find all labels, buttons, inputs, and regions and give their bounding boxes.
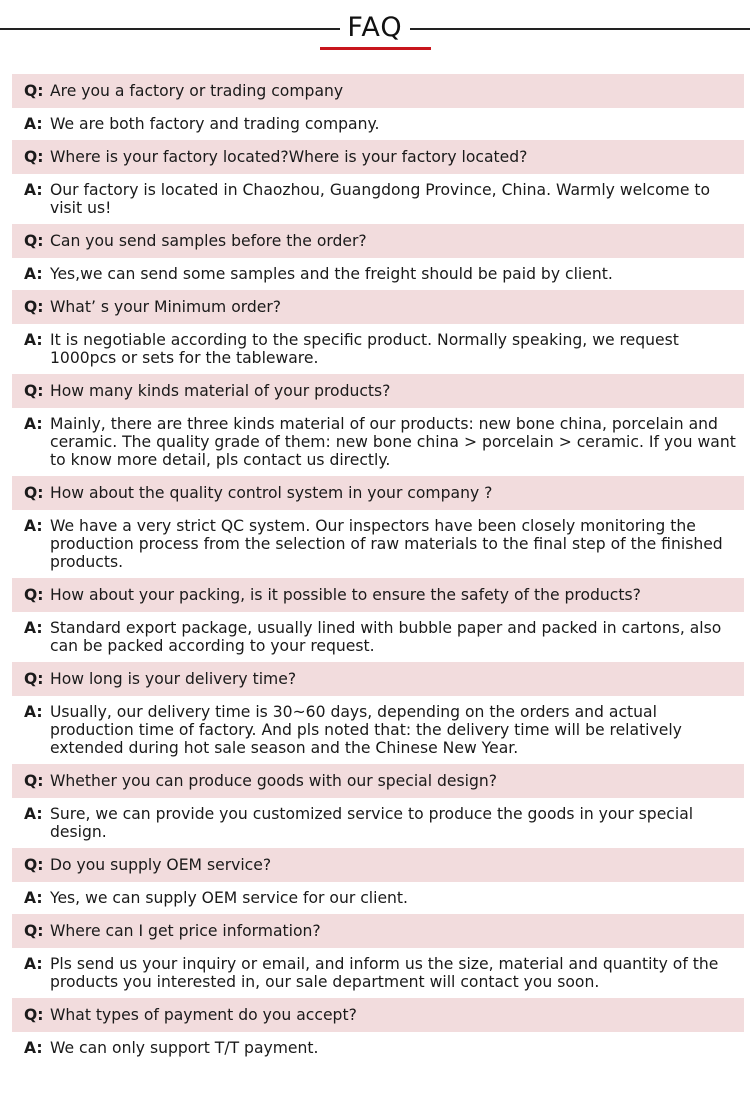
- answer-text: We are both factory and trading company.: [50, 115, 380, 133]
- faq-list: [12, 74, 744, 1064]
- faq-question: [12, 662, 744, 696]
- question-text: What types of payment do you accept?: [50, 1006, 357, 1024]
- answer-text: Usually, our delivery time is 30~60 days, depending on the orders and actual production time of factory. And pls noted that: the delivery time will be relatively extended during hot sale season and the Chinese New Year.: [50, 703, 682, 757]
- question-label: Q:: [24, 856, 44, 874]
- question-label: Q:: [24, 484, 44, 502]
- answer-text: We have a very strict QC system. Our inspectors have been closely monitoring the production process from the selection of raw materials to the final step of the finished products.: [50, 517, 723, 571]
- faq-answer: [12, 696, 744, 764]
- faq-question: [12, 764, 744, 798]
- faq-question: [12, 224, 744, 258]
- faq-answer: [12, 174, 744, 224]
- answer-label: A:: [24, 517, 43, 535]
- faq-answer: [12, 882, 744, 914]
- faq-question: [12, 140, 744, 174]
- answer-label: A:: [24, 331, 43, 349]
- answer-label: A:: [24, 619, 43, 637]
- question-text: Can you send samples before the order?: [50, 232, 367, 250]
- answer-text: It is negotiable according to the specific product. Normally speaking, we request 1000pcs or sets for the tableware.: [50, 331, 679, 367]
- page-title: FAQ: [347, 12, 403, 43]
- question-label: Q:: [24, 82, 44, 100]
- question-text: How long is your delivery time?: [50, 670, 297, 688]
- question-label: Q:: [24, 298, 44, 316]
- question-label: Q:: [24, 1006, 44, 1024]
- answer-label: A:: [24, 703, 43, 721]
- faq-question: [12, 74, 744, 108]
- question-text: How about the quality control system in your company ?: [50, 484, 493, 502]
- question-label: Q:: [24, 772, 44, 790]
- question-text: Where is your factory located?Where is your factory located?: [50, 148, 528, 166]
- answer-label: A:: [24, 955, 43, 973]
- answer-text: Mainly, there are three kinds material of our products: new bone china, porcelain and ceramic. The quality grade of them: new bone china > porcelain > ceramic. If you want to know more detail, pls contact us directly.: [50, 415, 736, 469]
- faq-answer: [12, 798, 744, 848]
- faq-question: [12, 578, 744, 612]
- faq-question: [12, 848, 744, 882]
- faq-question: [12, 914, 744, 948]
- faq-answer: [12, 612, 744, 662]
- answer-text: Sure, we can provide you customized service to produce the goods in your special design.: [50, 805, 694, 841]
- faq-answer: [12, 1032, 744, 1064]
- answer-label: A:: [24, 415, 43, 433]
- faq-question: [12, 374, 744, 408]
- faq-question: [12, 290, 744, 324]
- question-label: Q:: [24, 586, 44, 604]
- faq-question: [12, 476, 744, 510]
- question-text: How many kinds material of your products?: [50, 382, 391, 400]
- answer-label: A:: [24, 805, 43, 823]
- answer-text: Standard export package, usually lined with bubble paper and packed in cartons, also can be packed according to your request.: [50, 619, 722, 655]
- answer-label: A:: [24, 889, 43, 907]
- question-text: How about your packing, is it possible to ensure the safety of the products?: [50, 586, 641, 604]
- answer-label: A:: [24, 181, 43, 199]
- question-text: Whether you can produce goods with our special design?: [50, 772, 498, 790]
- question-label: Q:: [24, 232, 44, 250]
- faq-question: [12, 998, 744, 1032]
- answer-text: Pls send us your inquiry or email, and inform us the size, material and quantity of the products you interested in, our sale department will contact you soon.: [50, 955, 719, 991]
- faq-header: [0, 0, 750, 60]
- answer-text: We can only support T/T payment.: [50, 1039, 319, 1057]
- question-text: Do you supply OEM service?: [50, 856, 272, 874]
- answer-text: Our factory is located in Chaozhou, Guangdong Province, China. Warmly welcome to visit us!: [50, 181, 711, 217]
- answer-text: Yes, we can supply OEM service for our client.: [50, 889, 409, 907]
- faq-answer: [12, 510, 744, 578]
- faq-answer: [12, 258, 744, 290]
- answer-label: A:: [24, 265, 43, 283]
- question-label: Q:: [24, 382, 44, 400]
- question-text: Where can I get price information?: [50, 922, 321, 940]
- answer-label: A:: [24, 1039, 43, 1057]
- answer-text: Yes,we can send some samples and the freight should be paid by client.: [50, 265, 613, 283]
- title-underline: [320, 47, 431, 50]
- question-label: Q:: [24, 922, 44, 940]
- answer-label: A:: [24, 115, 43, 133]
- faq-answer: [12, 324, 744, 374]
- faq-answer: [12, 948, 744, 998]
- question-text: Are you a factory or trading company: [50, 82, 344, 100]
- faq-answer: [12, 408, 744, 476]
- faq-answer: [12, 108, 744, 140]
- question-label: Q:: [24, 670, 44, 688]
- question-label: Q:: [24, 148, 44, 166]
- question-text: What’ s your Minimum order?: [50, 298, 282, 316]
